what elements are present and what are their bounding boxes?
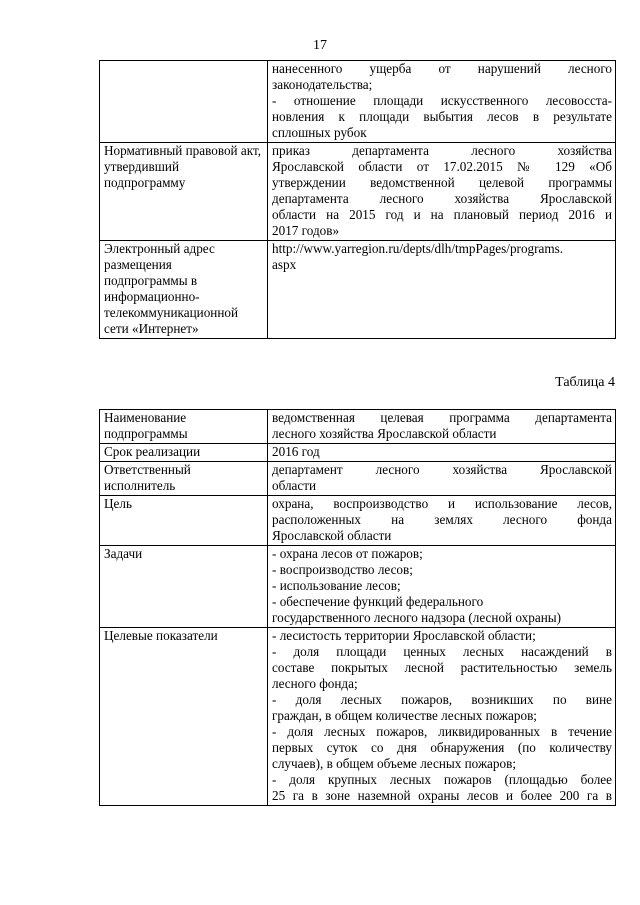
page-number: 17 [313,38,327,53]
value-line: департамента лесного хозяйства Ярославской [272,191,612,206]
value-line: - доля площади ценных лесных насаждений в [272,644,612,659]
table-row [100,546,616,628]
value-line: охрана, воспроизводство и использование лесов, [272,496,612,511]
label-line: размещения [104,257,172,272]
label-line: телекоммуникационной [104,305,239,320]
row-label [100,496,268,546]
label-line: Задачи [104,546,143,561]
value-line: расположенных на землях лесного фонда [272,512,612,527]
value-line: области на 2015 год и на плановый период 2016 и [272,207,612,222]
value-line: Ярославской области от 17.02.2015 № 129 «Об [272,159,612,174]
row-value [268,61,616,143]
row-value [268,628,616,806]
table-row [100,462,616,496]
label-line: Наименование [104,410,187,425]
value-line: - воспроизводство лесов; [272,562,413,577]
value-line: государственного лесного надзора (лесной охраны) [272,610,562,625]
label-line: Ответственный [104,462,191,477]
value-line: составе покрытых лесной растительностью земель [272,660,612,675]
table-row [100,241,616,339]
table-row [100,61,616,143]
label-line: подпрограммы в [104,273,198,288]
value-line: 2016 год [272,444,320,459]
value-line: - обеспечение функций федерального [272,594,484,609]
program-passport-table-continued [99,60,616,339]
value-line: сплошных рубок [272,125,367,140]
value-line: 2017 годов» [272,223,340,238]
row-value [268,143,616,241]
label-line: информационно- [104,289,200,304]
label-line: Срок реализации [104,444,201,459]
table-row [100,143,616,241]
value-line: новления к площади выбытия лесов в результате [272,109,612,124]
value-line: Ярославской области [272,528,392,543]
label-line: исполнитель [104,478,176,493]
value-line: лесного фонда; [272,676,358,691]
value-line: первых суток со дня обнаружения (по количеству [272,740,612,755]
row-label [100,444,268,462]
row-label [100,241,268,339]
row-label [100,410,268,444]
program-passport-table [99,409,616,806]
value-line: - доля лесных пожаров, возникших по вине [272,692,612,707]
row-value [268,496,616,546]
label-line: Целевые показатели [104,628,218,643]
value-line: граждан, в общем количестве лесных пожаров; [272,708,537,723]
row-value [268,462,616,496]
value-line: - использование лесов; [272,578,401,593]
row-label [100,546,268,628]
label-line: Электронный адрес [104,241,215,256]
table-row [100,410,616,444]
row-label [100,143,268,241]
row-label [100,462,268,496]
program-url-line: aspx [272,257,297,272]
row-value [268,546,616,628]
table-caption: Таблица 4 [555,375,615,390]
row-value [268,410,616,444]
value-line: - охрана лесов от пожаров; [272,546,423,561]
value-line: ведомственная целевая программа департамента [272,410,612,425]
row-value [268,444,616,462]
value-line: приказ департамента лесного хозяйства [272,143,612,158]
row-label [100,61,268,143]
row-value [268,241,616,339]
value-line: нанесенного ущерба от нарушений лесного [272,61,612,76]
value-line: департамент лесного хозяйства Ярославской [272,462,612,477]
value-line: 25 га в зоне наземной охраны лесов и более 200 га в [272,788,612,803]
label-line: сети «Интернет» [104,321,199,336]
table-row [100,496,616,546]
value-line: области [272,478,317,493]
program-url-line: http://www.yarregion.ru/depts/dlh/tmpPages/programs. [272,241,564,256]
value-line: законодательства; [272,77,373,92]
label-line: подпрограммы [104,426,188,441]
table-row [100,628,616,806]
value-line: случаев), в общем объеме лесных пожаров; [272,756,516,771]
value-line: - отношение площади искусственного лесовосста- [272,93,612,108]
value-line: лесного хозяйства Ярославской области [272,426,497,441]
label-text: Нормативный правовой акт, утвердивший подпрограмму [104,143,262,190]
value-line: - лесистость территории Ярославской области; [272,628,536,643]
value-line: - доля лесных пожаров, ликвидированных в течение [272,724,612,739]
value-line: утверждении ведомственной целевой программы [272,175,612,190]
row-label [100,628,268,806]
table-row [100,444,616,462]
value-line: - доля крупных лесных пожаров (площадью более [272,772,612,787]
label-line: Цель [104,496,132,511]
